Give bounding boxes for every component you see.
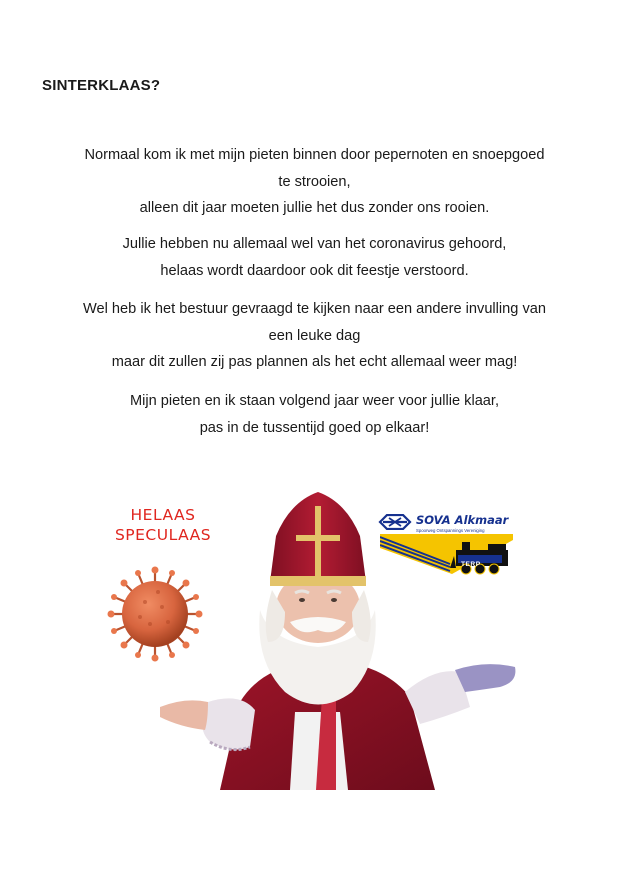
poem-line: een leuke dag bbox=[268, 327, 361, 344]
logo-subtitle: Spoorweg Ontspannings Vereniging bbox=[416, 528, 485, 533]
stanza-2 bbox=[40, 231, 589, 284]
locomotive-icon bbox=[380, 534, 515, 576]
poem-line: Mijn pieten en ik staan volgend jaar weer voor jullie klaar, bbox=[129, 393, 500, 409]
poem-line: Normaal kom ik met mijn pieten binnen door pepernoten en snoepgoed bbox=[84, 147, 545, 163]
logo-title: SOVA Alkmaar bbox=[416, 513, 509, 527]
helaas-speculaas-caption bbox=[104, 505, 222, 545]
poem-line: Wel heb ik het bestuur gevraagd te kijken naar een andere invulling van bbox=[83, 301, 546, 317]
poem-line: helaas wordt daardoor ook dit feestje verstoord. bbox=[160, 262, 469, 279]
poem-line: pas in de tussentijd goed op elkaar! bbox=[199, 419, 430, 436]
sova-logo bbox=[378, 508, 515, 578]
stanza-3 bbox=[40, 296, 589, 376]
caption-line: SPECULAAS bbox=[114, 526, 212, 544]
coronavirus-icon bbox=[108, 567, 203, 662]
terp-badge: TERP bbox=[461, 561, 481, 568]
stanza-1 bbox=[40, 142, 589, 222]
poem-line: maar dit zullen zij pas plannen als het echt allemaal weer mag! bbox=[111, 354, 518, 370]
ns-logo-icon bbox=[378, 514, 412, 530]
poem-line: alleen dit jaar moeten jullie het dus zonder ons rooien. bbox=[139, 200, 490, 216]
poem-line: Jullie hebben nu allemaal wel van het coronavirus gehoord, bbox=[122, 236, 507, 252]
poem-line: te strooien, bbox=[278, 173, 351, 190]
page-title: SINTERKLAAS? bbox=[42, 77, 161, 94]
caption-line: HELAAS bbox=[130, 506, 196, 524]
stanza-4 bbox=[40, 388, 589, 441]
